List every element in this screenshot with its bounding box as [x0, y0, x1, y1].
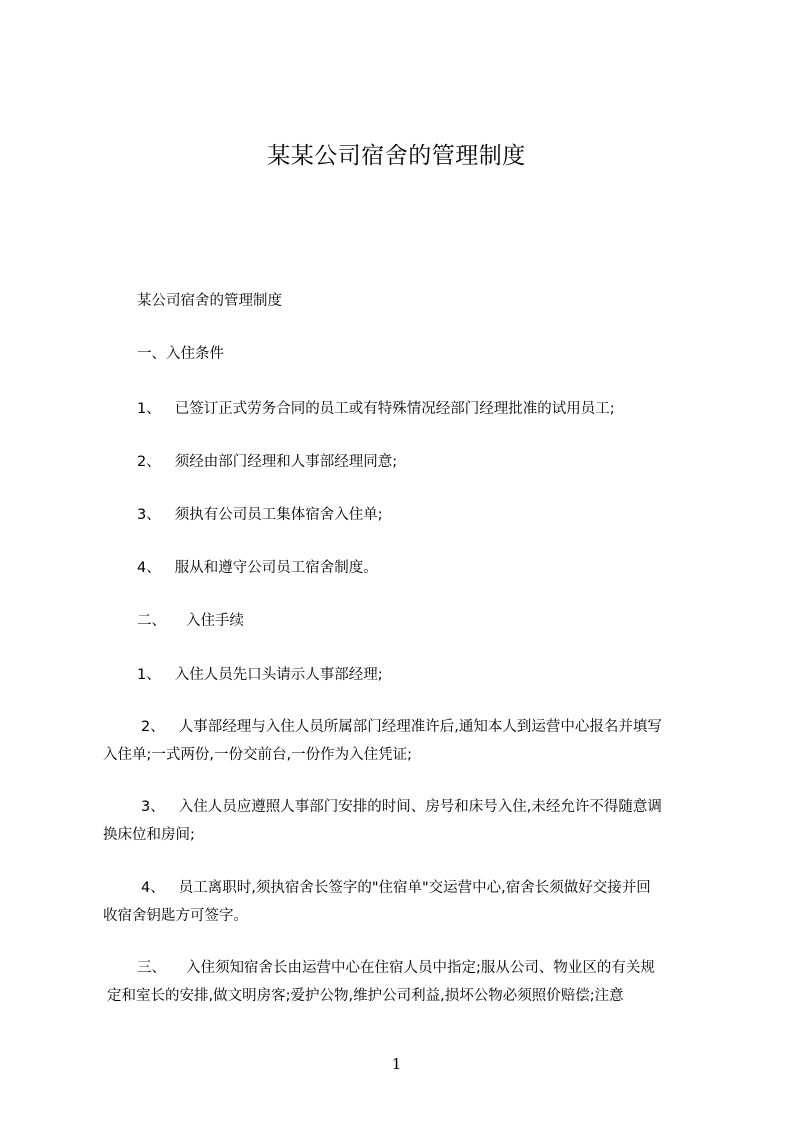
list-item: [137, 558, 378, 578]
list-item-continuation: 收宿舍钥匙方可签字。: [103, 908, 248, 924]
list-item-text: 员工离职时,须执宿舍长签字的"住宿单"交运营中心,宿舍长须做好交接并回: [178, 880, 651, 896]
section-text: 入住须知宿舍长由运营中心在住宿人员中指定;服从公司、物业区的有关规: [186, 960, 655, 976]
list-item: [141, 878, 651, 898]
list-item: [141, 717, 662, 737]
list-item-number: 3、: [141, 799, 165, 815]
section-continuation: 定和室长的安排,做文明房客;爱护公物,维护公司利益,损坏公物必须照价赔偿;注意: [107, 988, 624, 1004]
list-item-continuation: 入住单;一式两份,一份交前台,一份作为入住凭证;: [103, 747, 412, 763]
page-number: 1: [391, 1055, 402, 1073]
section-number: 三、: [137, 960, 166, 976]
section-heading-3: [137, 958, 655, 978]
list-item-text: 人事部经理与入住人员所属部门经理准许后,通知本人到运营中心报名并填写: [178, 719, 662, 735]
paragraph-subtitle: 某公司宿舍的管理制度: [137, 293, 282, 309]
list-item-text: 已签订正式劳务合同的员工或有特殊情况经部门经理批准的试用员工;: [174, 401, 615, 417]
section-text: 入住手续: [186, 613, 244, 629]
document-title: 某某公司宿舍的管理制度: [267, 143, 526, 169]
list-item: [137, 452, 397, 472]
list-item-number: 4、: [137, 560, 161, 576]
list-item: [137, 665, 383, 685]
list-item-text: 须经由部门经理和人事部经理同意;: [174, 454, 398, 470]
list-item: [137, 505, 383, 525]
list-item-text: 须执有公司员工集体宿舍入住单;: [174, 507, 383, 523]
list-item-number: 1、: [137, 667, 161, 683]
list-item-number: 4、: [141, 880, 165, 896]
section-number: 二、: [137, 613, 166, 629]
list-item-number: 2、: [141, 719, 165, 735]
section-heading-1: 一、入住条件: [137, 346, 224, 362]
list-item-text: 入住人员先口头请示人事部经理;: [174, 667, 383, 683]
list-item-text: 入住人员应遵照人事部门安排的时间、房号和床号入住,未经允许不得随意调: [178, 799, 662, 815]
list-item: [137, 399, 615, 419]
list-item-number: 1、: [137, 401, 161, 417]
list-item: [141, 797, 662, 817]
list-item-text: 服从和遵守公司员工宿舍制度。: [174, 560, 378, 576]
section-heading-2: [137, 611, 244, 631]
list-item-continuation: 换床位和房间;: [103, 827, 195, 843]
list-item-number: 2、: [137, 454, 161, 470]
list-item-number: 3、: [137, 507, 161, 523]
